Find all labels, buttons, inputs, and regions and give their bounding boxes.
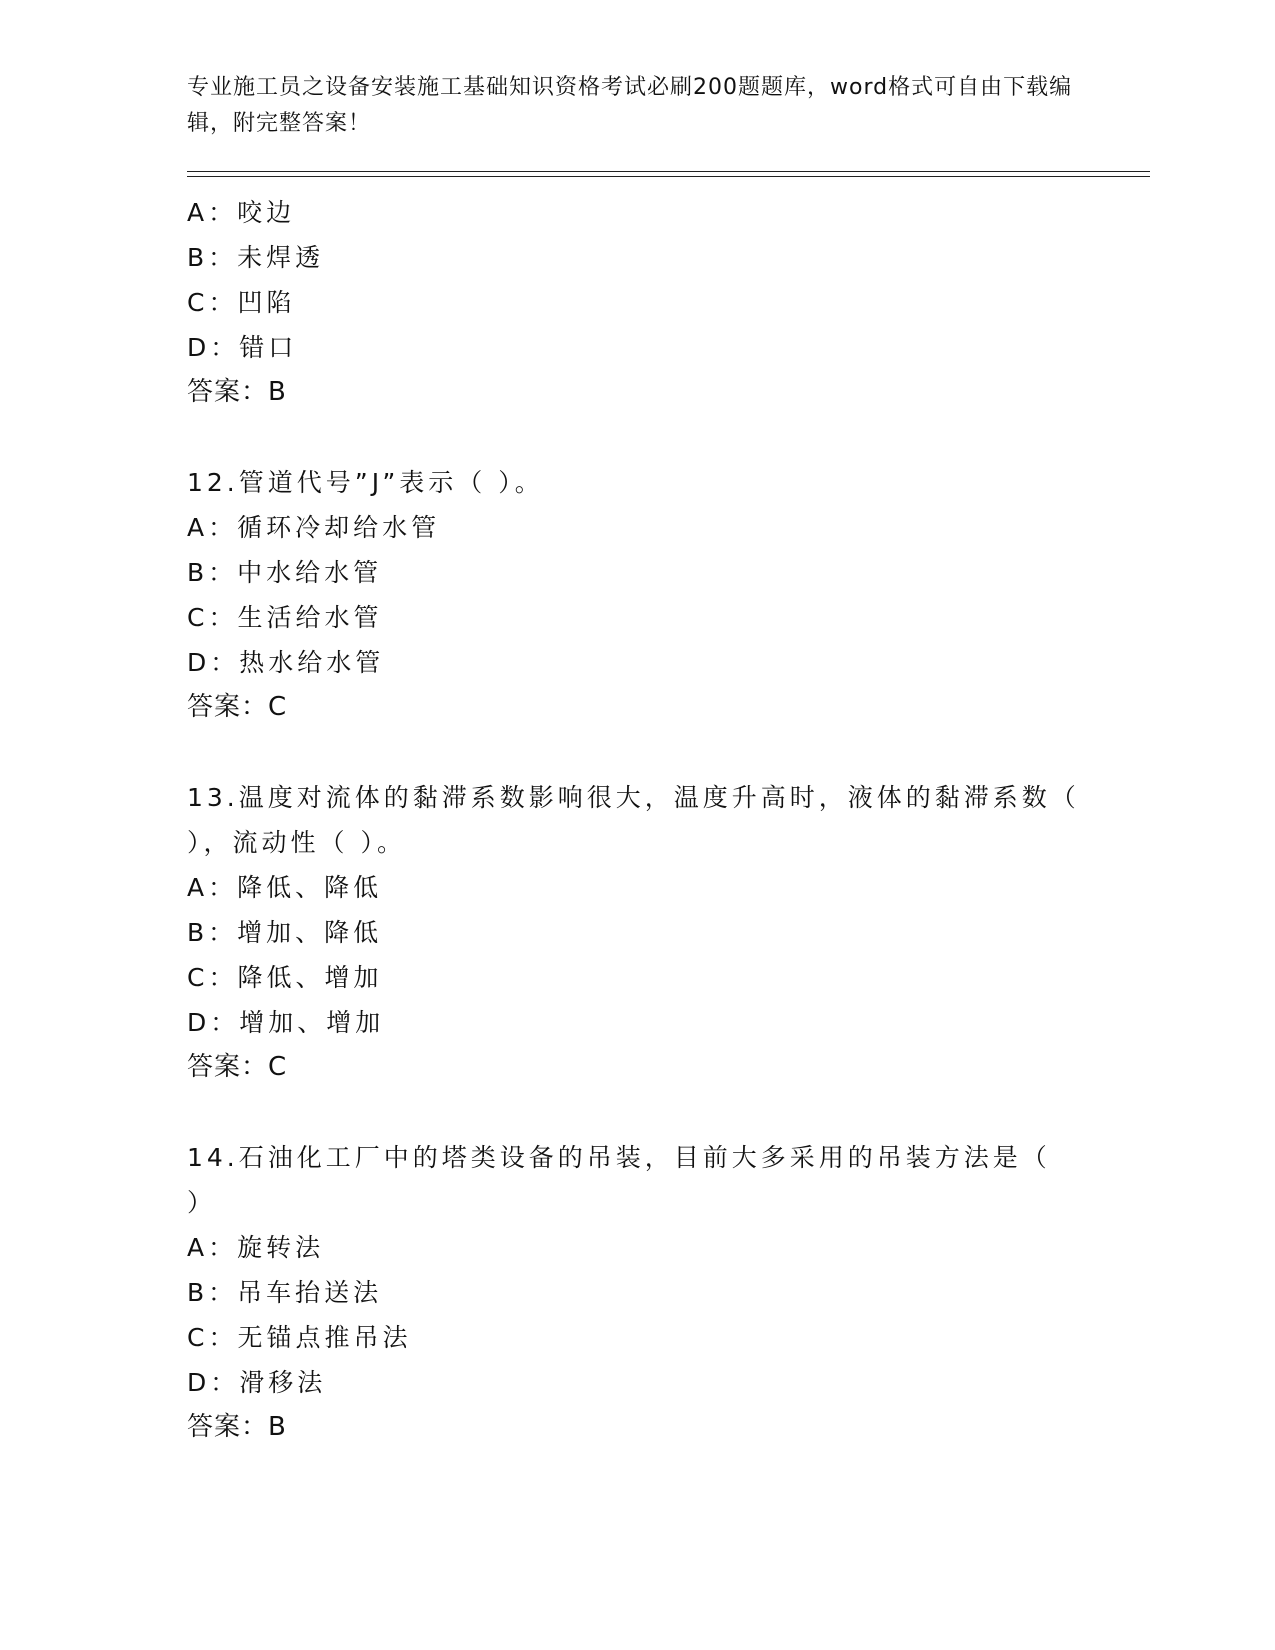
option-c: C：凹陷	[187, 288, 296, 317]
spacer	[187, 730, 1087, 775]
question-stem: 14.石油化工厂中的塔类设备的吊装，目前大多采用的吊装方法是（	[187, 1143, 1051, 1172]
option-c: C：生活给水管	[187, 603, 383, 632]
question-stem: 13.温度对流体的黏滞系数影响很大，温度升高时，液体的黏滞系数（	[187, 783, 1080, 812]
document-title: 专业施工员之设备安装施工基础知识资格考试必刷200题题库，word格式可自由下载编辑，附完整答案！	[187, 75, 1073, 136]
option-c: C：降低、增加	[187, 963, 383, 992]
option-a: A：旋转法	[187, 1233, 325, 1262]
answer-line: 答案：C	[187, 1052, 288, 1082]
option-b: B：增加、降低	[187, 918, 383, 947]
document-header	[187, 70, 1087, 142]
spacer	[187, 415, 1087, 460]
option-a: A：循环冷却给水管	[187, 513, 441, 542]
option-d: D：滑移法	[187, 1368, 327, 1397]
option-a: A：咬边	[187, 198, 296, 227]
option-d: D：错口	[187, 333, 298, 362]
question-block-14	[187, 1135, 1087, 1450]
option-d: D：增加、增加	[187, 1008, 385, 1037]
question-block-13	[187, 775, 1087, 1090]
answer-line: 答案：B	[187, 1412, 287, 1442]
option-c: C：无锚点推吊法	[187, 1323, 412, 1352]
option-d: D：热水给水管	[187, 648, 385, 677]
option-a: A：降低、降低	[187, 873, 383, 902]
question-stem: 12.管道代号”J”表示（ ）。	[187, 468, 544, 497]
answer-line: 答案：C	[187, 692, 288, 722]
question-stem-continued: ）	[187, 1188, 217, 1217]
question-block-12	[187, 460, 1087, 730]
answer-line: 答案：B	[187, 377, 287, 407]
spacer	[187, 1090, 1087, 1135]
header-rule-bottom	[187, 176, 1150, 177]
option-b: B：吊车抬送法	[187, 1278, 383, 1307]
option-b: B：中水给水管	[187, 558, 383, 587]
question-list	[187, 190, 1087, 1450]
question-block-11	[187, 190, 1087, 415]
header-rule-top	[187, 171, 1150, 172]
option-b: B：未焊透	[187, 243, 325, 272]
question-stem-continued: ），流动性（ ）。	[187, 828, 406, 857]
